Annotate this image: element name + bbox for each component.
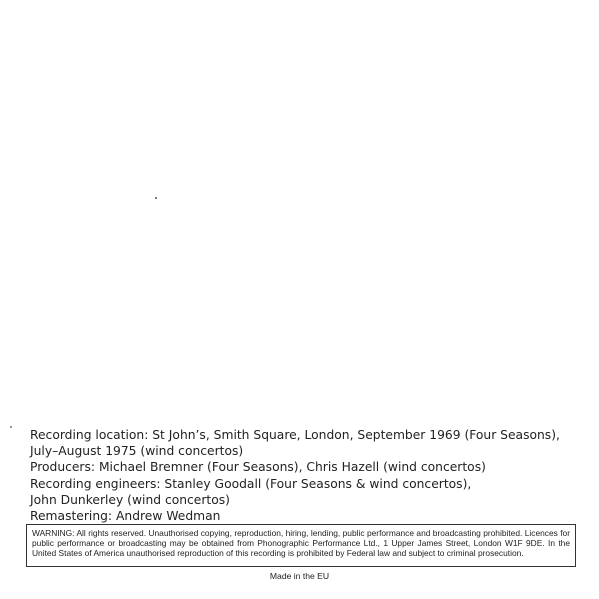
credit-line: Recording engineers: Stanley Goodall (Four Seasons & wind concertos), [30,476,472,491]
credit-line: July–August 1975 (wind concertos) [30,444,244,459]
credit-line: Remastering: Andrew Wedman [30,509,221,524]
credit-line: John Dunkerley (wind concertos) [30,492,230,507]
credit-line: Producers: Michael Bremner (Four Seasons), Chris Hazell (wind concertos) [30,460,486,475]
credit-line: Recording location: St John’s, Smith Square, London, September 1969 (Four Seasons), [30,428,560,442]
print-speck [155,197,157,199]
recording-credits [30,427,570,524]
made-in-label: Made in the EU [269,571,330,581]
copyright-warning-box [26,524,576,567]
print-speck-left [10,426,12,428]
copyright-warning-text: WARNING: All rights reserved. Unauthorised copying, reproduction, hiring, lending, public performance and broadcasting prohibited. Licences for public performance or broadcasting may be obtained from Phonographic Performance Ltd., 1 Upper James Street, London W1F 9DE. In the United States of America unauthorised reproduction of this recording is prohibited by Federal law and subject to criminal prosecution. [32,528,570,558]
